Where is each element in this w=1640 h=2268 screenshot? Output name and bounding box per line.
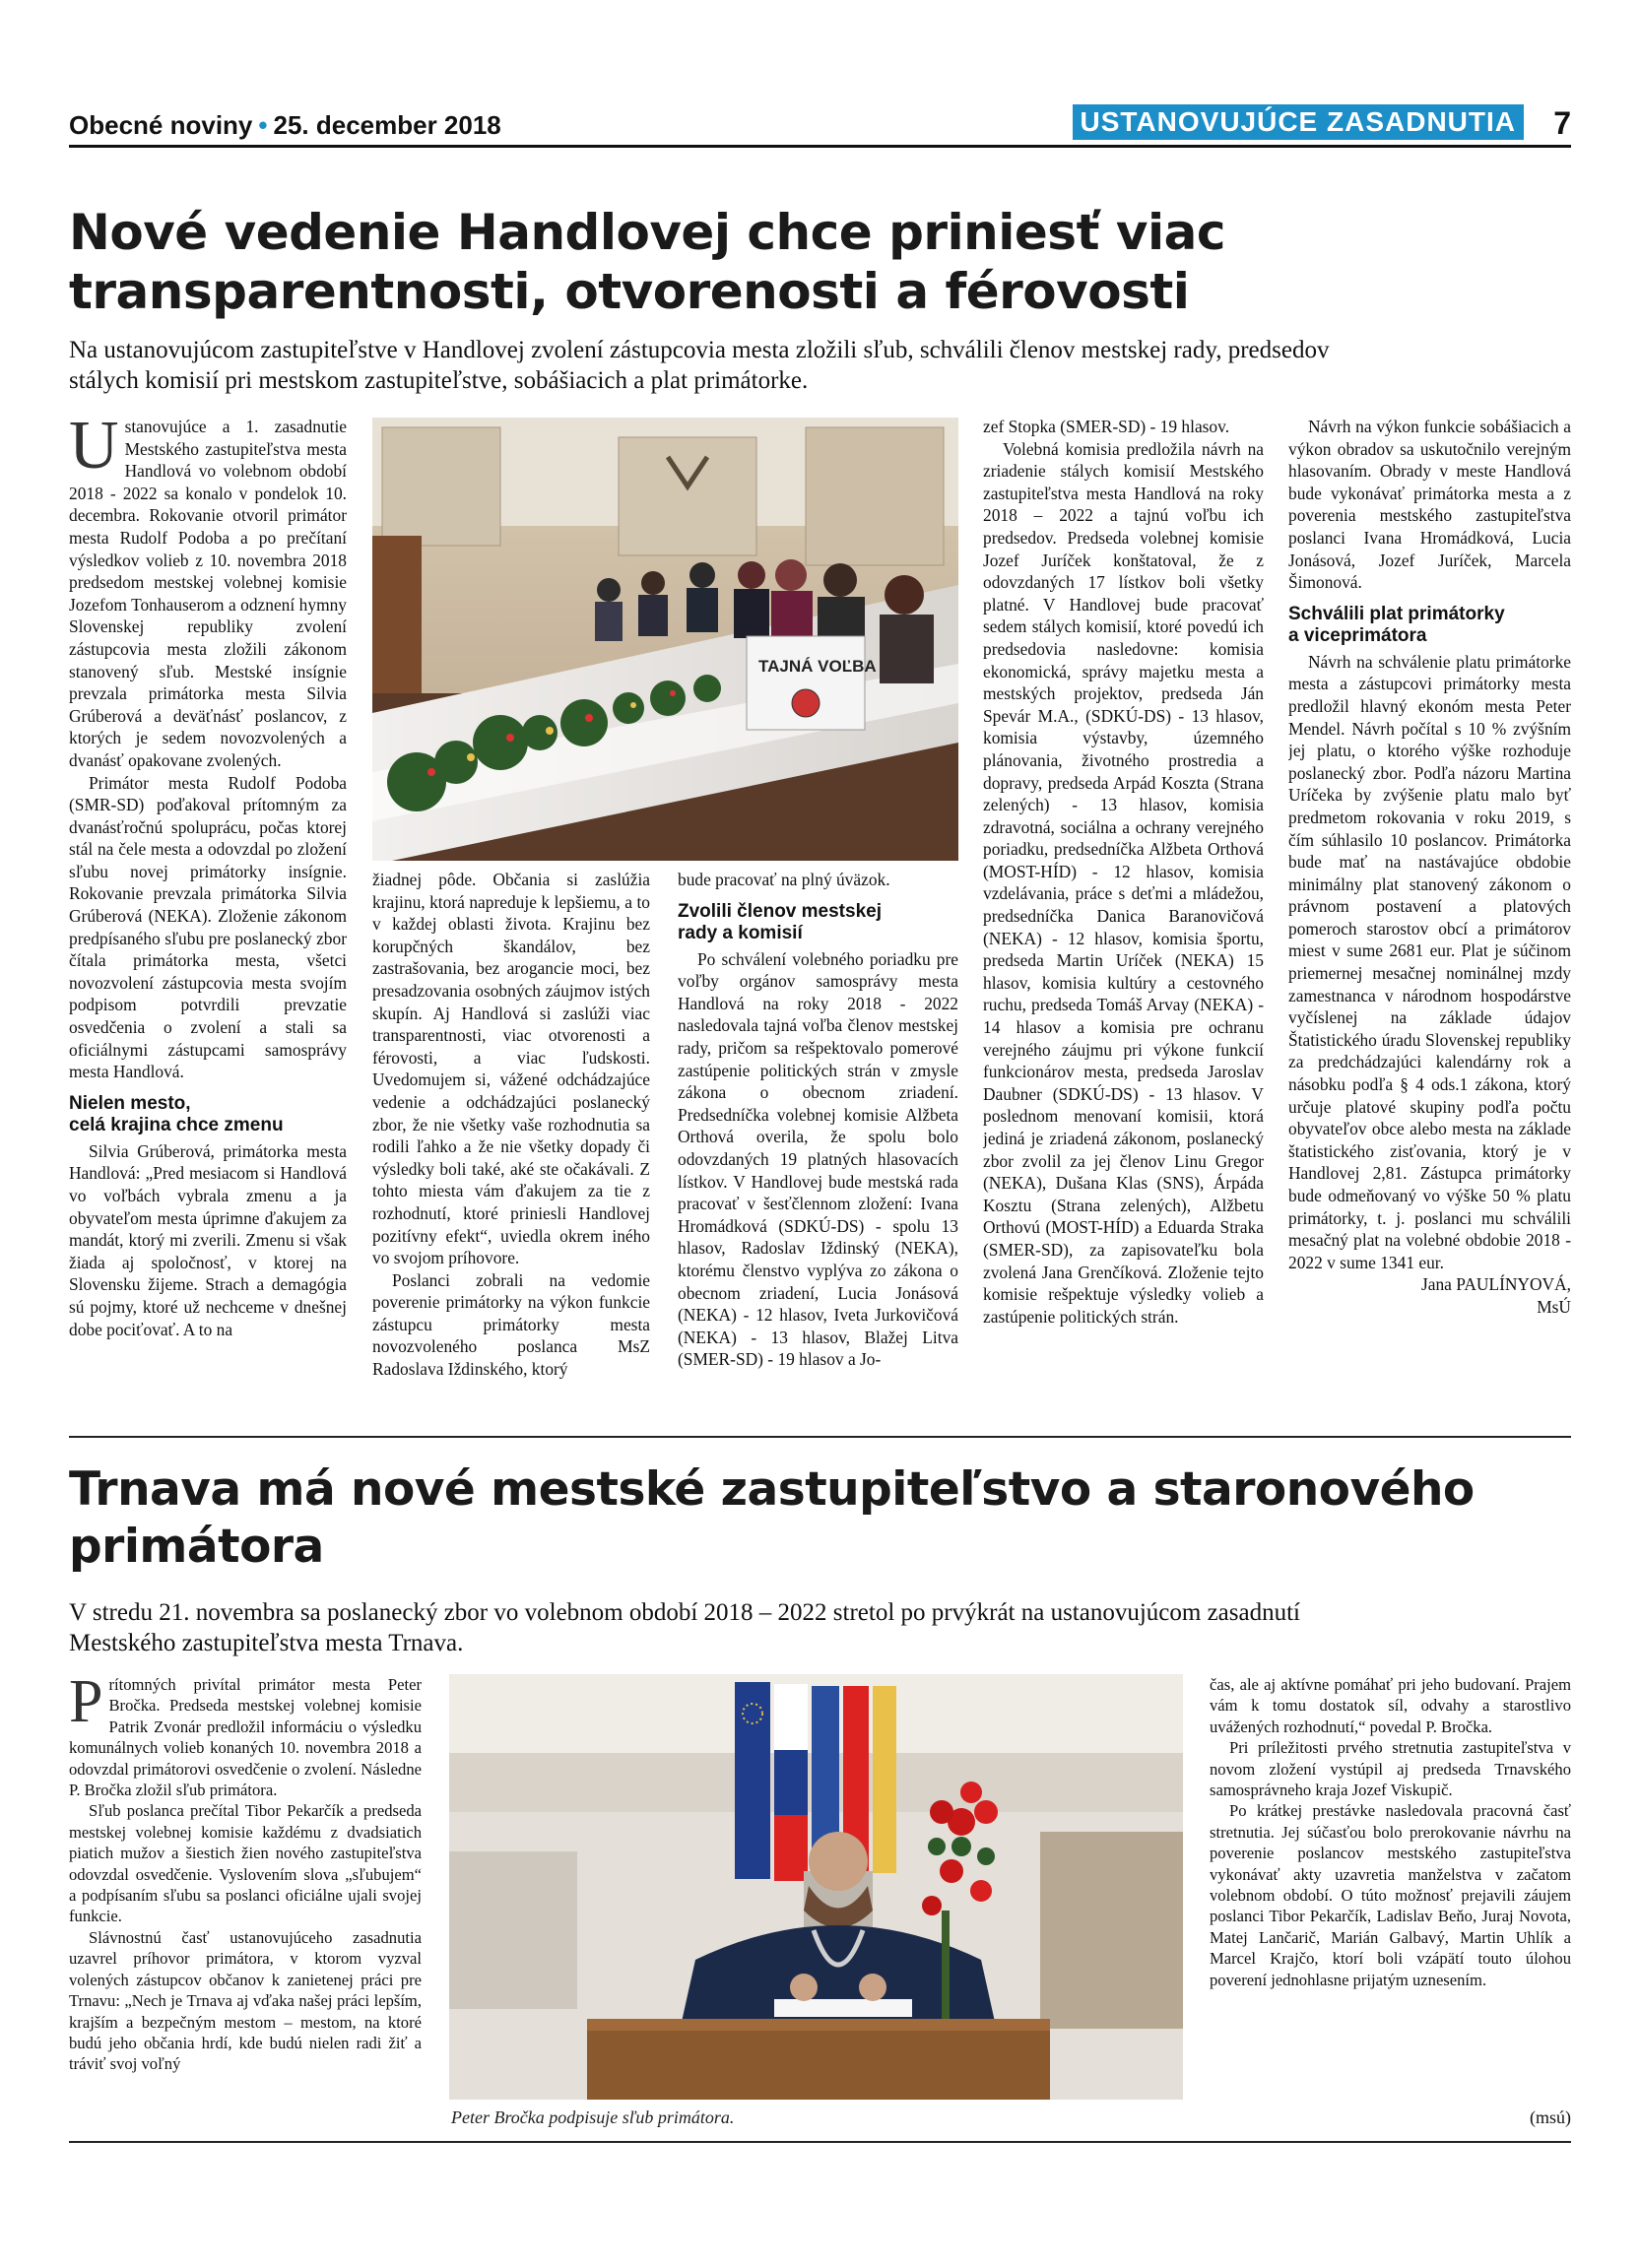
article2-lead xyxy=(69,1597,1571,1658)
article2-column-3 xyxy=(1210,1674,1571,2107)
article1-column-5 xyxy=(1288,416,1571,1425)
article2-paragraph: Sľub poslanca prečítal Tibor Pekarčík a predseda mestskej volebnej komisie každému z dvadsiatich piatich mužov a šiestich žien nového zastupiteľstva odovzdal osvedčenie. Vyslovením slova „sľubujem“ a podpísaním sľubu sa poslanci oficiálne ujali svojej funkcie. xyxy=(69,1801,422,1926)
article1-lead-line2: stálych komisií pri mestskom zastupiteľstve, sobášiacich a plat primátorke. xyxy=(69,367,809,394)
publication-name: Obecné noviny xyxy=(69,110,253,140)
article2-lead-line1: V stredu 21. novembra sa poslanecký zbor vo volebnom období 2018 – 2022 stretol po prvýkrát na ustanovujúcom zasadnutí xyxy=(69,1599,1300,1626)
council-meeting-illustration xyxy=(372,418,958,861)
dropcap-p: P xyxy=(69,1674,103,1735)
article2-column-1 xyxy=(69,1674,422,2137)
article1-subheading-2 xyxy=(678,901,958,944)
article2-lead-line2: Mestského zastupiteľstva mesta Trnava. xyxy=(69,1630,464,1656)
subheading-line: Zvolili členov mestskej xyxy=(678,900,882,922)
separator-dot: • xyxy=(258,110,268,140)
article2-credit: (msú) xyxy=(1530,2107,1571,2127)
photo-caption: Peter Bročka podpisuje sľub primátora. xyxy=(451,2107,735,2127)
mayor-signing-photo xyxy=(449,1674,1183,2100)
article1-paragraph: zef Stopka (SMER-SD) - 19 hlasov. xyxy=(983,417,1230,436)
article2-title-line2: primátora xyxy=(69,1520,324,1574)
dropcap-u: U xyxy=(69,416,119,484)
article1-title-line1: Nové vedenie Handlovej chce priniesť viac xyxy=(69,204,1225,261)
page-bottom-rule xyxy=(69,2141,1571,2143)
subheading-line: Schválili plat primátorky xyxy=(1288,603,1505,624)
article1-paragraph: Silvia Grúberová, primátorka mesta Handlová: „Pred mesiacom si Handlová vo voľbách vybrala zmenu a ja obyvateľom mesta úprimne ďakujem za mandát, ktorý mi zverili. Zmenu si však žiada aj spoločnosť, v ktorej na Slovensku žijeme. Strach a demagógia sú pojmy, ktoré už nechceme v dnešnej dobe pociťovať. A to na xyxy=(69,1140,347,1339)
subheading-line: celá krajina chce zmenu xyxy=(69,1114,284,1135)
article2-title xyxy=(69,1461,1475,1576)
ballot-box-label: TAJNÁ VOĽBA xyxy=(758,657,877,676)
article1-column-2 xyxy=(372,869,650,1425)
article1-paragraph: žiadnej pôde. Občania si zaslúžia krajinu, ktorá napreduje k lepšiemu, a to v každej oblasti života. Krajinu bez korupčných škandálov, bez zastrašovania, bez arogancie moci, bez presadzovania osobných záujmov istých skupín. Aj Handlová si zaslúži viac transparentnosti, viac otvorenosti a férovosti, a viac ľudskosti. Uvedomujem si, vážené odchádzajúce vedenie a odchádzajúci poslanecký zbor, že nie všetky vaše rozhodnutia sa rodili ľahko a že nie všetky dopady či výsledky boli také, aké ste očakávali. Z tohto miesta vám ďakujem za tie z rozhodnutí, ktoré priniesli Handlovej pozitívny efekt“, uviedla okrem iného vo svojom príhovore. xyxy=(372,870,650,1268)
article2-paragraph: Slávnostnú časť ustanovujúceho zasadnutia uzavrel príhovor primátora, v ktorom vyzval volených zástupcov občanov k zanietenej práci pre Trnavu: „Nech je Trnava aj vďaka našej práci lepším, krajším a bezpečným mestom – mestom, na ktoré budú jeho občania hrdí, kde budú nielen radi žiť a tráviť svoj voľný xyxy=(69,1927,422,2074)
page-number: 7 xyxy=(1553,105,1571,141)
mayor-signing-illustration xyxy=(449,1674,1183,2100)
article1-column-3 xyxy=(678,869,958,1425)
article-divider xyxy=(69,1436,1571,1438)
article2-paragraph: Po krátkej prestávke nasledovala pracovná časť stretnutia. Jej súčasťou bolo prerokovanie návrhu na poverenie poslancov mestského zastupiteľstva vykonávať akty uzavretia manželstva v začatom volebnom období. O túto možnosť prejavili záujem poslanci Tibor Pekarčík, Ladislav Beňo, Juraj Novota, Matej Lančarič, Marián Galbavý, Martin Uhlík a Marcel Krajčo, ktorí boli vzápätí touto úlohou poverení jednohlasne prijatým uznesením. xyxy=(1210,1801,1571,1989)
article1-paragraph: Volebná komisia predložila návrh na zriadenie stálych komisií Mestského zastupiteľstva mesta Handlová na roky 2018 – 2022 a tajnú voľbu ich predsedov. Predseda volebnej komisie Jozef Juríček konštatoval, že z odovzdaných 17 lístkov boli všetky platné. V Handlovej bude pracovať sedem stálych komisií, ktoré povedú ich predsedovia nasledovne: komisia ekonomická, správy majetku mesta a mestských projektov, predseda Ján Spevár M.A., (SDKÚ-DS) - 13 hlasov, komisia výstavby, územného plánovania, životného prostredia a dopravy, predseda Arpád Koszta (Strana zelených) - 13 hlasov, komisia zdravotná, sociálna a ochrany verejného poriadku, predsedníčka Alžbeta Orthová (MOST-HÍD) - 12 hlasov, komisia vzdelávania, práce s deťmi a mládežou, predsedníčka Danica Baranovičová (NEKA) - 12 hlasov, komisia športu, predseda Martin Uríček (NEKA) 15 hlasov, komisia kultúry a cestovného ruchu, predseda Tomáš Arvay (NEKA) - 14 hlasov a komisia pre ochranu verejného záujmu pri výkone funkcií funkcionárov mesta, predseda Jaroslav Daubner (SDKÚ-DS) - 13 hlasov. V poslednom menovaní komisii, ktorá jediná je zriadená zákonom, poslanecký zbor zvolil za jej členov Linu Gregor (NEKA), Dušana Klas (SNS), Árpáda Kosztu (Strana zelených), Alžbetu Orthovú (MOST-HÍD) a Eduarda Straka (SMER-SD), za zapisovateľku bola zvolená Jana Grenčíková. Zloženie tejto komisie rešpektuje výsledky volieb a zastúpenie politických strán. xyxy=(983,438,1264,1327)
masthead xyxy=(69,110,501,141)
article2-paragraph: čas, ale aj aktívne pomáhať pri jeho budovaní. Prajem vám k tomu dostatok síl, odvahy a starostlivo uvážených rozhodnutí,“ povedal P. Bročka. xyxy=(1210,1675,1571,1736)
article2-paragraph: Pri príležitosti prvého stretnutia zastupiteľstva v novom zložení vystúpil aj predseda Trnavského samosprávneho kraja Jozef Viskupič. xyxy=(1210,1738,1571,1800)
article2-paragraph-text: rítomných privítal primátor mesta Peter Bročka. Predseda mestskej volebnej komisie Patrik Zvonár predložil informáciu o výsledku komunálnych volieb konaných 10. novembra 2018 a odovzdal primátorovi osvedčenie o zvolení. Následne P. Bročka zložil sľub primátora. xyxy=(69,1675,422,1800)
article1-paragraph: Po schválení volebného poriadku pre voľby orgánov samosprávy mesta Handlová na roky 2018 - 2022 nasledovala tajná voľba členov mestskej rady, pričom sa rešpektovalo pomerové zastúpenie politických strán v zmysle zákona o obecnom zriadení. Predsedníčka volebnej komisie Alžbeta Orthová overila, že spolu bolo odovzdaných 19 platných hlasovacích lístkov. V Handlovej bude mestská rada pracovať v šesťčlennom zložení: Ivana Hromádková (SDKÚ-DS) - spolu 13 hlasov, Radoslav Iždinský (NEKA), ktorému členstvo vyplýva zo zákona o obecnom zriadení, Lucia Jonásová (NEKA) - 12 hlasov, Iveta Jurkovičová (NEKA) - 13 hlasov, Blažej Litva (SMER-SD) - 19 hlasov a Jo- xyxy=(678,948,958,1370)
article1-paragraph: Návrh na výkon funkcie sobášiacich a výkon obradov sa uskutočnilo verejným hlasovaním. Obrady v meste Handlová bude vykonávať primátorka mesta a z poverenia mestského zastupiteľstva poslanci Ivana Hromádková, Lucia Jonásová, Jozef Juríček, Marcela Šimonová. xyxy=(1288,417,1571,593)
article1-title-line2: transparentnosti, otvorenosti a férovosti xyxy=(69,263,1190,320)
issue-date: 25. december 2018 xyxy=(273,110,501,140)
article1-subheading-3 xyxy=(1288,604,1571,647)
article1-paragraph: Primátor mesta Rudolf Podoba (SMR-SD) poďakoval prítomným za dvanásťročnú spoluprácu, počas ktorej stál na čele mesta a odovzdal po zložení sľubu novej primátorky insígnie. Rokovanie prevzala primátorka Silvia Grúberová (NEKA). Zloženie zákonom predpísaného sľubu pre poslanecký zbor čítala primátorka mesta, všetci novozvolení zástupcovia mesta svojím podpisom potvrdili prevzatie osvedčenia o zvolení a stali sa oficiálnymi zástupcami samosprávy mesta Handlová. xyxy=(69,772,347,1082)
article1-lead-line1: Na ustanovujúcom zastupiteľstve v Handlovej zvolení zástupcovia mesta zložili sľub, schválili členov mestskej rady, predsedov xyxy=(69,337,1330,363)
article1-title xyxy=(69,203,1225,321)
article2-title-line1: Trnava má nové mestské zastupiteľstvo a staronového xyxy=(69,1462,1475,1517)
article1-paragraph: Poslanci zobrali na vedomie poverenie primátorky na výkon funkcie zástupcu primátorky mesta novozvoleného poslanca MsZ Radoslava Iždinského, ktorý xyxy=(372,1269,650,1380)
article1-column-4 xyxy=(983,416,1264,1425)
council-meeting-photo xyxy=(372,418,958,861)
article1-paragraph: Návrh na schválenie platu primátorke mesta a zástupcovi primátorky mesta predložil hlavný ekonóm mesta Peter Mendel. Návrh počítal s 10 % zvýšním jej platu, o ktorého výške rozhoduje poslanecký zbor. Podľa názoru Martina Uríčeka by zvýšenie platu malo byť predmetom rokovania v roku 2019, s čím súhlasilo 10 poslancov. Primátorka bude mať na nastávajúce obdobie minimálny plat stanovený zákonom o právnom postavení a platových pomeroch starostov obcí a primátorov miest v sume 2681 eur. Plat je súčinom priemernej mesačnej nominálnej mzdy zamestnanca v národnom hospodárstve vyčíslenej na základe údajov Štatistického úradu Slovenskej republiky za predchádzajúci kalendárny rok a násobku podľa § 4 ods.1 zákona, ktorý určuje platové skupiny podľa počtu obyvateľov obce alebo mesta na základe štatistického zisťovania, ktorý je v Handlovej 2,81. Zástupca primátorky bude odmeňovaný vo výške 50 % platu primátorky, t. j. poslanci mu schválili mesačný plat na volebné obdobie 2018 - 2022 v sume 1341 eur. xyxy=(1288,651,1571,1272)
subheading-line: rady a komisií xyxy=(678,922,803,943)
article1-subheading-1 xyxy=(69,1093,347,1136)
article1-column-1 xyxy=(69,416,347,1425)
article2-paragraph xyxy=(69,1674,422,1800)
author-signature: Jana PAULÍNYOVÁ, xyxy=(1421,1274,1571,1295)
subheading-line: a viceprimátora xyxy=(1288,624,1427,646)
article1-paragraph: bude pracovať na plný úväzok. xyxy=(678,870,890,889)
subheading-line: Nielen mesto, xyxy=(69,1092,191,1114)
article1-paragraph-text: stanovujúce a 1. zasadnutie Mestského zastupiteľstva mesta Handlová vo volebnom období 2018 - 2022 sa konalo v pondelok 10. decembra. Rokovanie otvoril primátor mesta Rudolf Podoba a po prečítaní výsledkov volieb z 10. novembra 2018 predsedom mestskej volebnej komisie Jozefom Tonhauserom a odznení hymny Slovenskej republiky zvolení zástupcovia mesta zložili zákonom stanovený sľub. Mestské insígnie prevzala primátorka mesta Silvia Grúberová a deväťnásť poslancov, z ktorých je sedem novozvolených a dvanásť opakovane zvolených. xyxy=(69,417,347,770)
page-header xyxy=(69,104,1571,148)
article1-lead xyxy=(69,335,1571,396)
author-affiliation: MsÚ xyxy=(1537,1296,1571,1317)
article1-paragraph xyxy=(69,416,347,772)
section-label: USTANOVUJÚCE ZASADNUTIA xyxy=(1073,104,1525,140)
